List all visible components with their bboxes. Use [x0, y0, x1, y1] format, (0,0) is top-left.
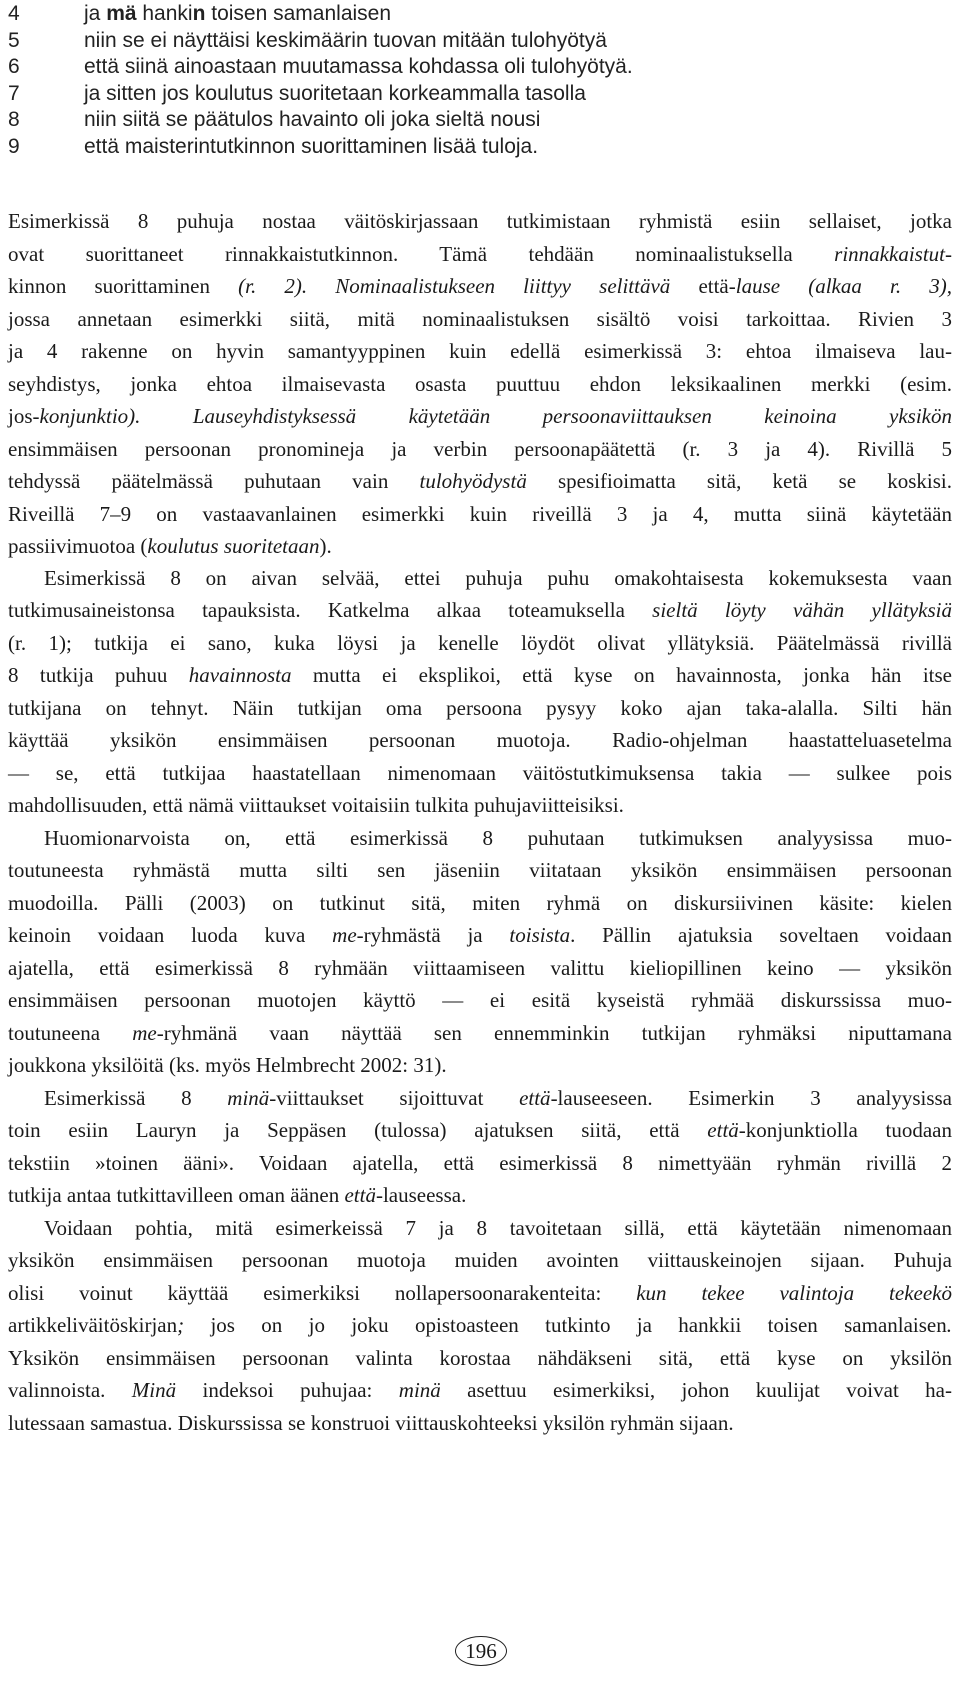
text-line: seyhdistys, jonka ehtoa ilmaisevasta osasta puuttuu ehdon leksikaalinen merkki (esim. — [8, 371, 952, 396]
page-footer — [8, 1636, 954, 1666]
text-line: Yksikön ensimmäisen persoonan valinta korostaa nähdäkseni sitä, että kyse on yksilön — [8, 1345, 952, 1370]
text-line: muodoilla. Pälli (2003) on tutkinut sitä, miten ryhmä on diskursiivinen käsite: kielen — [8, 890, 952, 915]
page-number: 196 — [455, 1636, 507, 1666]
line-text: ja sitten jos koulutus suoritetaan korkeammalla tasolla — [84, 81, 586, 105]
text-line: joukkona yksilöitä (ks. myös Helmbrecht 2002: 31). — [8, 1053, 447, 1077]
line-number: 5 — [8, 28, 20, 52]
text-line: jos-konjunktio). Lauseyhdistyksessä käytetään persoonaviittauksen keinoina yksikön — [8, 404, 952, 428]
text-line: mahdollisuuden, että nämä viittaukset voitaisiin tulkita puhujaviitteisiksi. — [8, 793, 624, 817]
text-line: käyttää yksikön ensimmäisen persoonan muotoja. Radio-ohjelman haastatteluasetelma — [8, 728, 952, 752]
text-line: tehdyssä päätelmässä puhutaan vain tulohyödystä spesifioimatta sitä, ketä se koskisi. — [8, 469, 953, 493]
text-line: toin esiin Lauryn ja Seppäsen (tulossa) ajatuksen siitä, että että-konjunktiolla tuodaan — [8, 1118, 952, 1142]
text-line: olisi voinut käyttää esimerkiksi nollapersoonarakenteita: kun tekee valintoja tekeekö — [8, 1280, 952, 1305]
document-page — [8, 0, 954, 1663]
transcript-excerpt — [8, 1, 954, 161]
text-line: — se, että tutkijaa haastatellaan nimenomaan väitöstutkimuksensa takia — sulkee pois — [8, 760, 952, 785]
paragraph — [8, 822, 952, 1082]
text-line: ovat suorittaneet rinnakkaistutkinnon. Tämä tehdään nominaalistuksella rinnakkaistut- — [8, 241, 952, 266]
line-text: ja mä hankin toisen samanlaisen — [84, 2, 392, 25]
text-line: toutuneesta ryhmästä mutta silti sen jäseniin viitataan yksikön ensimmäisen persoonan — [8, 858, 952, 882]
text-line: lutessaan samastua. Diskurssissa se konstruoi viittauskohteeksi yksilön ryhmän sijaan. — [8, 1410, 734, 1435]
text-line: tutkijana on tehnyt. Näin tutkijan oma persoona pysyy koko ajan taka-alalla. Silti hän — [8, 695, 952, 720]
text-line: toutuneena me-ryhmänä vaan näyttää sen ennemminkin tutkijan ryhmäksi niputtamana — [8, 1020, 952, 1045]
paragraph — [8, 562, 952, 822]
transcript-line — [8, 1, 954, 28]
text-line: kinnon suorittaminen (r. 2). Nominaalistukseen liittyy selittävä että-lause (alkaa r. 3), — [8, 274, 952, 298]
line-number: 8 — [8, 108, 20, 132]
transcript-line — [8, 54, 954, 81]
text-line: passiivimuotoa (koulutus suoritetaan). — [8, 534, 332, 558]
paragraph — [8, 205, 952, 563]
transcript-line — [8, 28, 954, 55]
line-number: 6 — [8, 55, 20, 79]
text-line: Esimerkissä 8 on aivan selvää, ettei puhuja puhu omakohtaisesta kokemuksesta vaan — [44, 565, 952, 590]
text-line: (r. 1); tutkija ei sano, kuka löysi ja kenelle löydöt olivat yllätyksiä. Päätelmässä rivillä — [8, 630, 952, 655]
text-line: tutkija antaa tutkittavilleen oman äänen että-lauseessa. — [8, 1183, 467, 1207]
line-number: 9 — [8, 134, 20, 158]
line-number: 4 — [8, 2, 20, 25]
text-line: ensimmäisen persoonan pronomineja ja verbin persoonapäätettä (r. 3 ja 4). Rivillä 5 — [8, 436, 952, 461]
line-text: niin siitä se päätulos havainto oli joka sieltä nousi — [84, 108, 541, 132]
text-line: Esimerkissä 8 minä-viittaukset sijoittuvat että-lauseeseen. Esimerkin 3 analyysissa — [44, 1085, 952, 1110]
text-line: Esimerkissä 8 puhuja nostaa väitöskirjassaan tutkimistaan ryhmistä esiin sellaiset, jotka — [8, 209, 952, 233]
body-text — [8, 205, 952, 1439]
text-line: keinoin voidaan luoda kuva me-ryhmästä ja toisista. Pällin ajatuksia soveltaen voidaan — [8, 923, 953, 947]
text-line: ajatella, että esimerkissä 8 ryhmään viittaamiseen valittu kieliopillinen keino — yksikön — [8, 955, 952, 980]
text-line: Huomionarvoista on, että esimerkissä 8 puhutaan tutkimuksen analyysissa muo- — [44, 825, 952, 850]
line-number: 7 — [8, 81, 20, 105]
text-line: artikkeliväitöskirjan; jos on jo joku opistoasteen tutkinto ja hankkii toisen samanlaisen. — [8, 1313, 953, 1337]
text-line: ensimmäisen persoonan muotojen käyttö — ei esitä kyseistä ryhmää diskurssissa muo- — [8, 988, 952, 1012]
transcript-line — [8, 81, 954, 108]
text-line: Voidaan pohtia, mitä esimerkeissä 7 ja 8 tavoitetaan sillä, että käytetään nimenomaan — [44, 1215, 952, 1240]
line-text: että maisterintutkinnon suorittaminen lisää tuloja. — [84, 134, 539, 158]
text-line: jossa annetaan esimerkki siitä, mitä nominaalistuksen sisältö voisi tarkoittaa. Rivien 3 — [8, 306, 952, 331]
text-line: valinnoista. Minä indeksoi puhujaa: minä asettuu esimerkiksi, johon kuulijat voivat ha- — [8, 1378, 952, 1402]
text-line: tutkimusaineistonsa tapauksista. Katkelma alkaa toteamuksella sieltä löyty vähän yllätyksiä — [8, 598, 953, 622]
line-text: että siinä ainoastaan muutamassa kohdassa oli tulohyötyä. — [84, 55, 633, 79]
paragraph — [8, 1082, 952, 1212]
text-line: tekstiin »toinen ääni». Voidaan ajatella, että esimerkissä 8 nimettyään ryhmän rivillä 2 — [8, 1150, 952, 1175]
line-text: niin se ei näyttäisi keskimäärin tuovan mitään tulohyötyä — [84, 28, 607, 52]
text-line: Riveillä 7–9 on vastaavanlainen esimerkki kuin riveillä 3 ja 4, mutta siinä käytetään — [8, 501, 952, 526]
transcript-line — [8, 134, 954, 161]
transcript-line — [8, 107, 954, 134]
text-line: ja 4 rakenne on hyvin samantyyppinen kuin edellä esimerkissä 3: ehtoa ilmaiseva lau- — [8, 339, 952, 363]
text-line: 8 tutkija puhuu havainnosta mutta ei eksplikoi, että kyse on havainnosta, jonka hän itse — [8, 663, 952, 687]
paragraph — [8, 1212, 952, 1440]
text-line: yksikön ensimmäisen persoonan muotoja muiden avointen viittauskeinojen sijaan. Puhuja — [8, 1248, 952, 1272]
